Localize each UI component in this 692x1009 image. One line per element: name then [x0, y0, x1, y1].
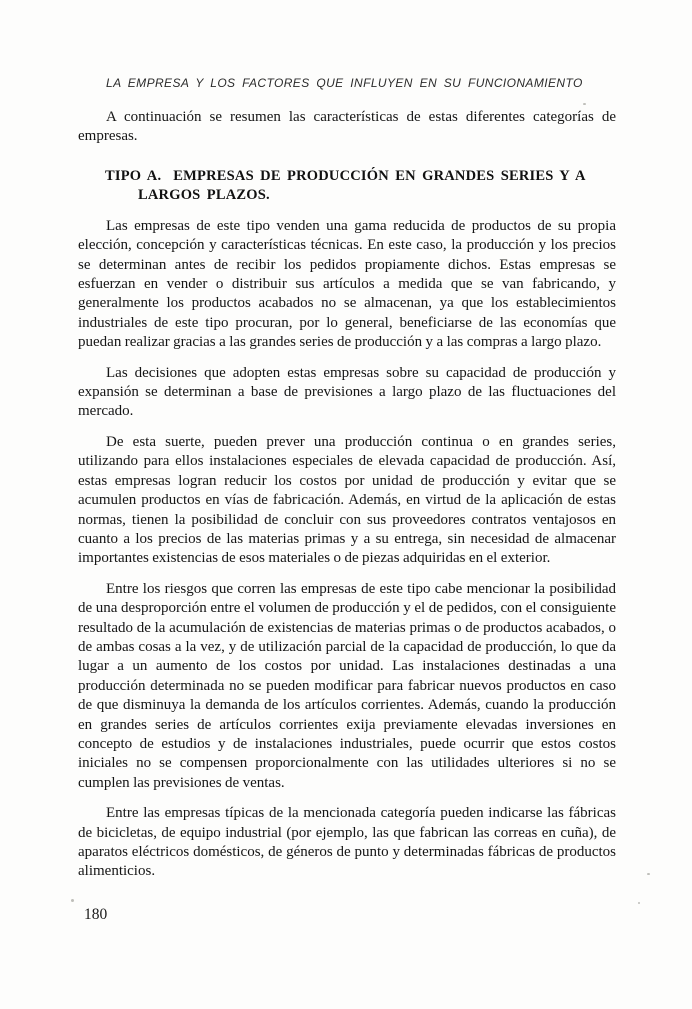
scan-speck	[647, 873, 650, 875]
body-paragraph: Las empresas de este tipo venden una gama reducida de productos de su propia elección, concepción y características técnicas. En este caso, la producción y los precios se determinan antes de recibir los pedidos propiamente dichos. Estas empresas se esfuerzan en vender o distribuir sus artículos a medida que se van fabricando, y generalmente los productos acabados no se almacenan, ya que los establecimientos industriales de este tipo procuran, por lo general, beneficiarse de las economías que puedan realizar gracias a las grandes series de producción y a las compras a largo plazo.	[78, 217, 616, 351]
intro-paragraph: A continuación se resumen las características de estas diferentes categorías de empresas.	[78, 109, 616, 145]
body-paragraph: Las decisiones que adopten estas empresas sobre su capacidad de producción y expansión se determinan a base de previsiones a largo plazo de las fluctuaciones del mercado.	[78, 364, 616, 420]
section-title: EMPRESAS DE PRODUCCIÓN EN GRANDES SERIES Y A LARGOS PLAZOS.	[138, 167, 585, 203]
section-kicker: TIPO A.	[105, 167, 162, 184]
page-number: 180	[84, 906, 108, 923]
body-paragraph: Entre las empresas típicas de la mencionada categoría pueden indicarse las fábricas de bicicletas, de equipo industrial (por ejemplo, las que fabrican las correas en cuña), de aparatos eléctricos domésticos, de géneros de punto y determinadas fábricas de productos alimenticios.	[78, 805, 616, 880]
scan-speck	[638, 902, 640, 904]
body-paragraph: De esta suerte, pueden prever una producción continua o en grandes series, utilizando para ellos instalaciones especiales de elevada capacidad de producción. Así, estas empresas logran reducir los costos por unidad de producción y evitar que se acumulen productos en vías de fabricación. Además, en virtud de la aplicación de estas normas, tienen la posibilidad de concluir con sus proveedores contratos ventajosos en cuanto a los precios de las materias primas y a su entrega, sin necesidad de almacenar importantes existencias de esos materiales o de piezas adquiridas en el exterior.	[78, 433, 616, 567]
scan-speck	[71, 899, 74, 902]
running-header: LA EMPRESA Y LOS FACTORES QUE INFLUYEN EN SU FUNCIONAMIENTO	[106, 76, 583, 90]
text-block	[78, 76, 616, 893]
section-heading	[78, 167, 616, 205]
body-paragraph: Entre los riesgos que corren las empresas de este tipo cabe mencionar la posibilidad de una desproporción entre el volumen de producción y el de pedidos, con el consiguiente resultado de la acumulación de existencias de materias primas o de productos acabados, o de ambas cosas a la vez, y de utilización parcial de la capacidad de producción, lo que da lugar a un aumento de los costos por unidad. Las instalaciones destinadas a una producción determinada no se pueden modificar para fabricar nuevos productos en caso de que disminuya la demanda de los artículos corrientes. Además, cuando la producción en grandes series de artículos corrientes exija previamente elevadas inversiones en concepto de estudios y de instalaciones industriales, puede ocurrir que estos costos iniciales no se compensen proporcionalmente con las utilidades ulteriores si no se cumplen las previsiones de ventas.	[78, 580, 616, 791]
